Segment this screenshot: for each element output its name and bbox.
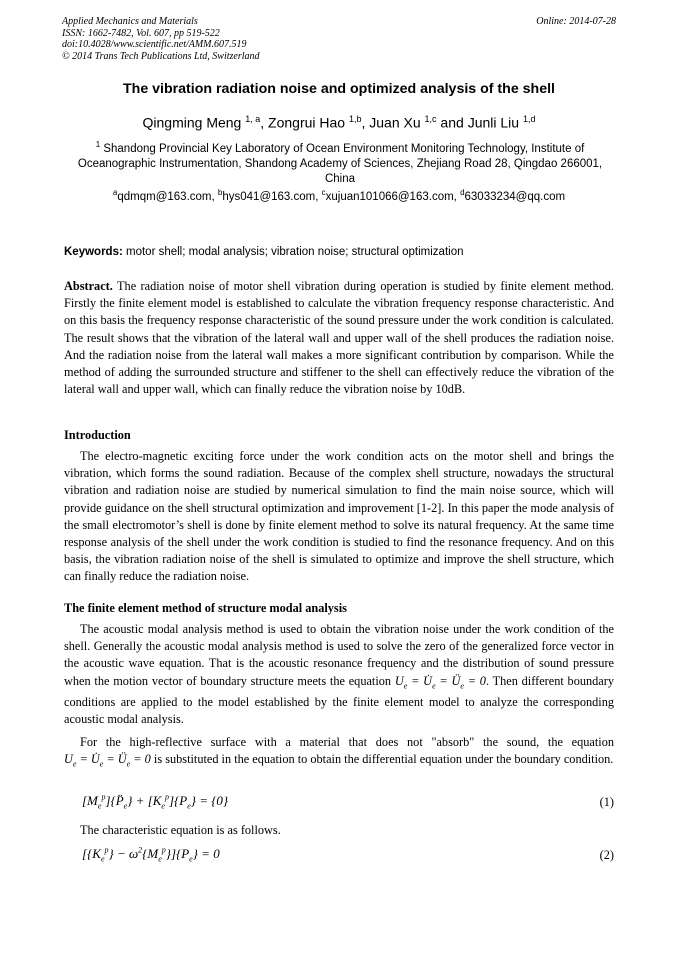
- email-address: 63033234@qq.com: [464, 190, 566, 203]
- email-separator: ,: [453, 190, 461, 203]
- abstract-label: Abstract.: [64, 279, 113, 293]
- author-affil-mark: 1,d: [522, 114, 536, 124]
- paper-title: The vibration radiation noise and optimized analysis of the shell: [122, 81, 555, 97]
- author-affil-mark: 1,b: [348, 114, 362, 124]
- equation-1-number: (1): [599, 795, 614, 809]
- copyright-line: © 2014 Trans Tech Publications Ltd, Switzerland: [62, 50, 260, 62]
- equation-2: [82, 846, 614, 864]
- keywords-text: motor shell; modal analysis; vibration noise; structural optimization: [126, 246, 464, 258]
- boundary-condition-equation: $U_e$ = $U̇_e$ = $Ü_e = 0$: [394, 673, 486, 691]
- fem-paragraph-3: The characteristic equation is as follows.: [80, 823, 281, 837]
- author-affil-mark: 1, a: [245, 114, 261, 124]
- author-separator: and: [436, 114, 468, 131]
- introduction-paragraph: The electro-magnetic exciting force under the work condition acts on the motor shell and brings the vibration, which forms the sound radiation. Because of the complex shell structure, nowadays the structural vibration and radiation noise are studied by numerical simulation to find the main noise source, which will provide guidance on the shell structural optimization and improvement [1-2]. In this paper the mode analysis of the small electromotor’s shell is done by finite element method to solve its natural frequency. At the same time response analysis of the shell under the work condition is studied to find the resonance frequency. And on this basis, the vibration radiation noise of the shell is simulated to optimize and improve the shell structure, which can finally reduce the radiation noise.: [64, 449, 614, 584]
- introduction-section: [64, 448, 614, 586]
- affiliation-text: Shandong Provincial Key Laboratory of Ocean Environment Monitoring Technology, Institute of Oceanographic Instrumentation, Shandong Academy of Sciences, Zhejiang Road 28, Qingdao 266001, China: [77, 142, 603, 185]
- email-mark: d: [460, 188, 465, 197]
- email-separator: ,: [315, 190, 322, 203]
- affiliation: [66, 137, 614, 187]
- equation-1: [82, 793, 614, 811]
- email-address: hys041@163.com: [222, 190, 316, 203]
- author-name: Junli Liu: [467, 114, 520, 131]
- email-address: qdmqm@163.com: [117, 190, 212, 203]
- author-name: Zongrui Hao: [268, 114, 346, 131]
- email-separator: ,: [211, 190, 218, 203]
- introduction-heading: Introduction: [64, 428, 131, 442]
- email-address: xujuan101066@163.com: [325, 190, 454, 203]
- fem-heading: The finite element method of structure modal analysis: [64, 601, 347, 615]
- author-separator: ,: [361, 114, 370, 131]
- keywords-label: Keywords:: [64, 246, 123, 258]
- doi-line: doi:10.4028/www.scientific.net/AMM.607.519: [62, 39, 247, 50]
- online-date: Online: 2014-07-28: [536, 16, 616, 27]
- email-mark: b: [217, 188, 223, 197]
- abstract-text: The radiation noise of motor shell vibration during operation is studied by finite element method. Firstly the finite element model is established to calculate the vibration frequency response characteristic. And on this basis the frequency response characteristic of the sound pressure under the work condition is calculated. The result shows that the vibration of the lateral wall and upper wall of the shell produces the radiation noise. And the radiation noise from the lateral wall makes a more significant contribution by comparison. While the method of adding the surrounded structure and stiffener to the shell can effectively reduce the vibration of the lateral wall and upper wall, which can finally reduce the vibration noise by 10dB.: [64, 279, 615, 397]
- email-list: [62, 188, 616, 203]
- email-mark: c: [321, 188, 326, 197]
- journal-name: Applied Mechanics and Materials: [62, 16, 198, 27]
- equation-1-body: $[M_e^p]\{P̈_e\} + [K_e^p]\{P_e\} = \{0\}$: [82, 793, 229, 811]
- fem-paragraph-2: For the high-reflective surface with a material that does not "absorb" the sound, the equation $U_e$ = $U̇_e$ = $Ü_e = 0$ is substituted in the equation to obtain the differential equation under the boundary condition.: [64, 734, 614, 769]
- email-mark: a: [112, 188, 118, 197]
- fem-paragraph-1: The acoustic modal analysis method is used to obtain the vibration noise under the work condition of the shell. Generally the acoustic modal analysis method is used to solve the zero of the generalized force vector in the acoustic wave equation. That is the acoustic resonance frequency and the distribution of sound pressure when the motion vector of boundary structure meets the equation $U_e$ = $U̇_e$ = $Ü_e = 0$. Then different boundary conditions are applied to the model established by the finite element model to analyze the corresponding acoustic modal analysis.: [64, 622, 614, 727]
- abstract: [64, 278, 614, 398]
- equation-2-body: $[\{K_e^p\} - \omega^2\{M_e^p\}]\{P_e\} = 0$: [82, 846, 220, 864]
- affiliation-mark: 1: [95, 140, 101, 149]
- author-affil-mark: 1,c: [424, 114, 437, 124]
- equation-2-number: (2): [599, 848, 614, 862]
- author-separator: ,: [260, 114, 269, 131]
- keywords: [64, 246, 616, 258]
- author-name: Qingming Meng: [142, 114, 242, 131]
- boundary-condition-equation: $U_e$ = $U̇_e$ = $Ü_e = 0$: [64, 751, 151, 769]
- author-list: [62, 114, 616, 131]
- running-header: [62, 16, 616, 62]
- author-name: Juan Xu: [369, 114, 421, 131]
- issn-line: ISSN: 1662-7482, Vol. 607, pp 519-522: [62, 27, 220, 39]
- fem-section: [64, 621, 614, 773]
